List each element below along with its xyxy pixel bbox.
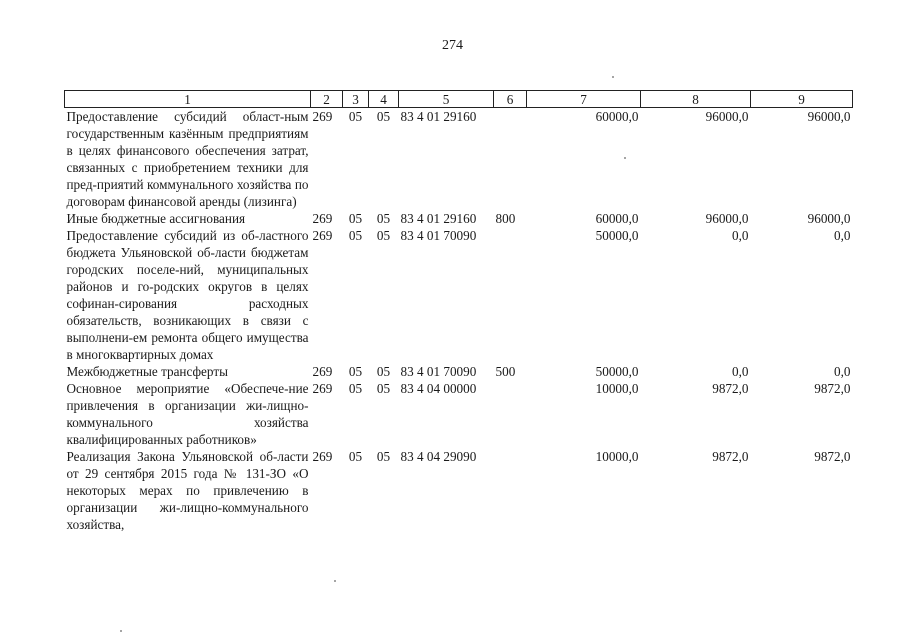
- row-pr: 05: [376, 364, 391, 379]
- row-vr: 800: [495, 211, 516, 226]
- row-vr: [494, 108, 527, 211]
- table-row: [65, 448, 853, 533]
- row-rz: 05: [348, 211, 363, 226]
- row-csr: 83 4 01 29160: [400, 109, 477, 124]
- row-ved: 269: [312, 364, 333, 379]
- header-col-4: 4: [369, 91, 399, 108]
- scan-speck: [334, 580, 336, 582]
- header-col-5: 5: [399, 91, 494, 108]
- header-col-2: 2: [311, 91, 343, 108]
- row-pr: 05: [376, 449, 391, 464]
- row-rz: 05: [348, 449, 363, 464]
- row-vr: [494, 227, 527, 363]
- table-body: [65, 108, 853, 534]
- row-value-7: 10000,0: [595, 449, 639, 464]
- row-csr: 83 4 04 29090: [400, 449, 477, 464]
- row-rz: 05: [348, 381, 363, 396]
- row-value-8: 9872,0: [712, 381, 749, 396]
- scan-speck: [120, 630, 122, 632]
- scan-speck: [612, 76, 614, 78]
- row-name: Основное мероприятие «Обеспече-ние привлечения в организации жи-лищно-коммунального хозяйства квалифицированных работников»: [66, 381, 309, 447]
- header-col-9: 9: [751, 91, 853, 108]
- page-number: 274: [442, 38, 463, 53]
- row-pr: 05: [376, 228, 391, 243]
- row-ved: 269: [312, 211, 333, 226]
- table-row: [65, 363, 853, 380]
- row-name: Иные бюджетные ассигнования: [66, 211, 246, 226]
- row-vr: [494, 448, 527, 533]
- row-name: Реализация Закона Ульяновской об-ласти от 29 сентября 2015 года № 131-ЗО «О некоторых мерах по привлечению в организации жи-лищно-коммунального хозяйства,: [66, 449, 309, 532]
- row-csr: 83 4 04 00000: [400, 381, 477, 396]
- row-rz: 05: [348, 364, 363, 379]
- row-csr: 83 4 01 29160: [400, 211, 477, 226]
- row-value-8: 0,0: [732, 228, 749, 243]
- scan-speck: [624, 157, 626, 159]
- table-header: [65, 91, 853, 108]
- row-value-9: 9872,0: [814, 449, 851, 464]
- row-ved: 269: [312, 228, 333, 243]
- row-rz: 05: [348, 109, 363, 124]
- header-col-6: 6: [494, 91, 527, 108]
- header-col-8: 8: [641, 91, 751, 108]
- table-row: [65, 210, 853, 227]
- row-name: Предоставление субсидий област-ным государственным казённым предприятиям в целях финансового обеспечения затрат, связанных с приобретением техники для пред-приятий коммунального хозяйства по договорам финансовой аренды (лизинга): [66, 109, 309, 209]
- row-value-9: 96000,0: [807, 109, 851, 124]
- header-row: [65, 91, 853, 108]
- row-value-7: 60000,0: [595, 109, 639, 124]
- row-value-7: 60000,0: [595, 211, 639, 226]
- row-value-7: 10000,0: [595, 381, 639, 396]
- header-col-7: 7: [527, 91, 641, 108]
- row-ved: 269: [312, 449, 333, 464]
- row-csr: 83 4 01 70090: [400, 228, 477, 243]
- row-vr: 500: [495, 364, 516, 379]
- row-value-9: 0,0: [834, 228, 851, 243]
- row-value-9: 96000,0: [807, 211, 851, 226]
- row-pr: 05: [376, 381, 391, 396]
- row-value-7: 50000,0: [595, 228, 639, 243]
- table-row: [65, 380, 853, 448]
- table-row: [65, 108, 853, 211]
- row-value-8: 96000,0: [705, 109, 749, 124]
- row-pr: 05: [376, 109, 391, 124]
- row-pr: 05: [376, 211, 391, 226]
- row-vr: [494, 380, 527, 448]
- header-col-1: 1: [65, 91, 311, 108]
- header-col-3: 3: [343, 91, 369, 108]
- row-value-9: 0,0: [834, 364, 851, 379]
- row-value-7: 50000,0: [595, 364, 639, 379]
- budget-table: [64, 90, 853, 533]
- row-ved: 269: [312, 381, 333, 396]
- table-row: [65, 227, 853, 363]
- row-value-9: 9872,0: [814, 381, 851, 396]
- row-value-8: 0,0: [732, 364, 749, 379]
- row-rz: 05: [348, 228, 363, 243]
- row-name: Межбюджетные трансферты: [66, 364, 228, 379]
- row-value-8: 96000,0: [705, 211, 749, 226]
- row-ved: 269: [312, 109, 333, 124]
- row-name: Предоставление субсидий из об-ластного бюджета Ульяновской об-ласти бюджетам городских поселе-ний, муниципальных районов и го-родских округов в целях софинан-сирования расходных обязательств, возникающих в связи с выполнени-ем ремонта общего имущества в многоквартирных домах: [66, 228, 309, 362]
- row-value-8: 9872,0: [712, 449, 749, 464]
- row-csr: 83 4 01 70090: [400, 364, 477, 379]
